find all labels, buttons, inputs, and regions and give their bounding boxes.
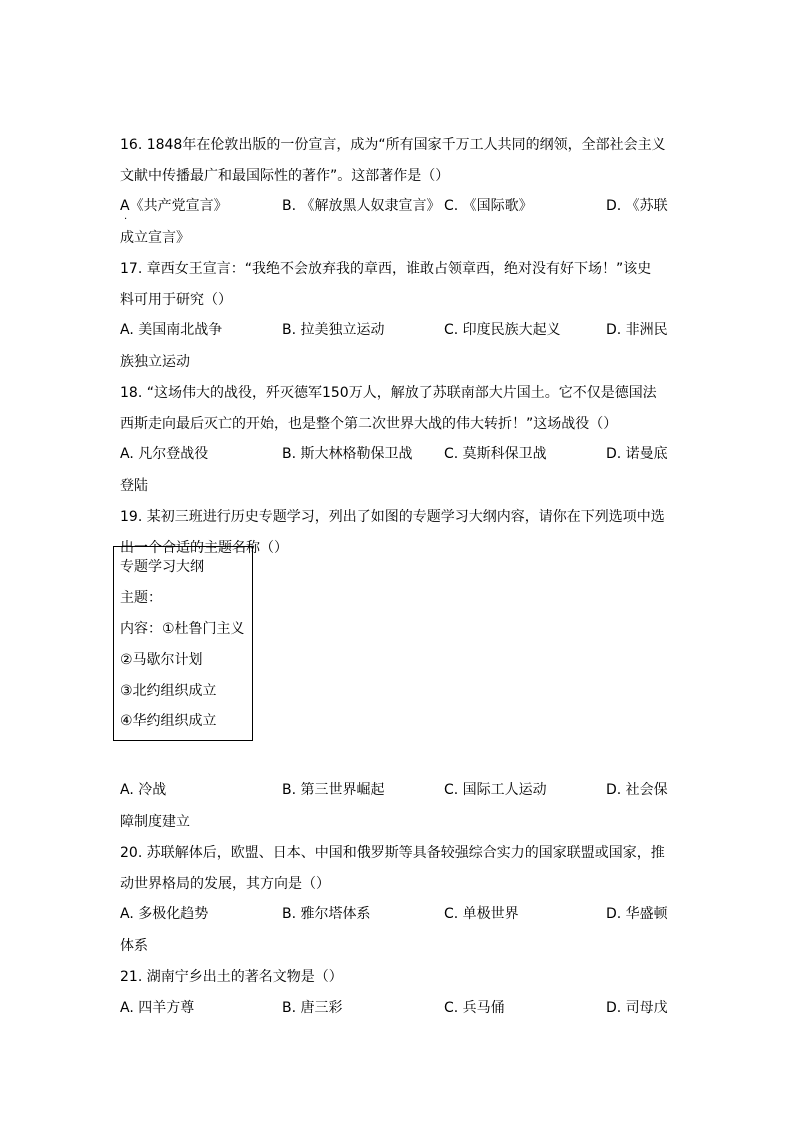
q19-stem-line-2: 出一个合适的主题名称（） — [120, 540, 288, 556]
q18-options — [120, 444, 672, 464]
q16-options — [120, 196, 672, 225]
outline-content-1: 内容：①杜鲁门主义 — [120, 621, 245, 637]
q18-option-c[interactable]: C. 莫斯科保卫战 — [444, 446, 547, 462]
q16-option-a[interactable]: A《共产党宣言》 — [120, 198, 228, 214]
q21-option-c[interactable]: C. 兵马俑 — [444, 1000, 505, 1016]
q17-stem-line-2: 料可用于研究（） — [120, 292, 232, 308]
study-outline-box — [113, 546, 253, 741]
q19-option-a[interactable]: A. 冷战 — [120, 782, 167, 798]
outline-title: 专题学习大纲 — [120, 559, 204, 575]
q17-stem-line-1: 17. 章西女王宣言：“我绝不会放弃我的章西，谁敢占领章西，绝对没有好下场！”该史 — [120, 261, 652, 277]
q16-option-d-continuation: 成立宣言》 — [120, 230, 190, 246]
q19-option-d-continuation: 障制度建立 — [120, 814, 190, 830]
q21-options — [120, 998, 672, 1018]
q17-options — [120, 320, 672, 340]
q21-stem-line-1: 21. 湖南宁乡出土的著名文物是（） — [120, 969, 343, 985]
q18-option-a[interactable]: A. 凡尔登战役 — [120, 446, 209, 462]
q19-option-b[interactable]: B. 第三世界崛起 — [282, 782, 385, 798]
q18-option-b[interactable]: B. 斯大林格勒保卫战 — [282, 446, 413, 462]
q20-option-a[interactable]: A. 多极化趋势 — [120, 906, 209, 922]
outline-content-3: ③北约组织成立 — [120, 683, 217, 699]
q16-option-c[interactable]: C. 《国际歌》 — [444, 198, 533, 214]
q20-options — [120, 904, 672, 924]
q17-option-c[interactable]: C. 印度民族大起义 — [444, 322, 561, 338]
q21-option-d[interactable]: D. 司母戊 — [606, 1000, 668, 1016]
q16-stem-line-1: 16. 1848年在伦敦出版的一份宣言，成为“所有国家千万工人共同的纲领，全部社会主义 — [120, 137, 666, 153]
q16-option-d[interactable]: D. 《苏联 — [606, 198, 668, 214]
q16-option-b[interactable]: B. 《解放黑人奴隶宣言》 — [282, 198, 441, 214]
q17-option-d[interactable]: D. 非洲民 — [606, 322, 668, 338]
q20-stem-line-2: 动世界格局的发展，其方向是（） — [120, 876, 330, 892]
q20-stem-line-1: 20. 苏联解体后，欧盟、日本、中国和俄罗斯等具备较强综合实力的国家联盟或国家，推 — [120, 845, 665, 861]
q19-stem-line-1: 19. 某初三班进行历史专题学习，列出了如图的专题学习大纲内容，请你在下列选项中选 — [120, 509, 665, 525]
q17-option-d-continuation: 族独立运动 — [120, 354, 190, 370]
q17-option-b[interactable]: B. 拉美独立运动 — [282, 322, 385, 338]
q19-options — [120, 780, 672, 800]
outline-content-4: ④华约组织成立 — [120, 713, 217, 729]
q20-option-c[interactable]: C. 单极世界 — [444, 906, 519, 922]
q21-option-a[interactable]: A. 四羊方尊 — [120, 1000, 195, 1016]
q21-option-b[interactable]: B. 唐三彩 — [282, 1000, 343, 1016]
q17-option-a[interactable]: A. 美国南北战争 — [120, 322, 223, 338]
q18-option-d-continuation: 登陆 — [120, 478, 148, 494]
q19-option-c[interactable]: C. 国际工人运动 — [444, 782, 547, 798]
q18-option-d[interactable]: D. 诺曼底 — [606, 446, 668, 462]
q18-stem-line-1: 18. “这场伟大的战役，歼灭德军150万人，解放了苏联南部大片国土。它不仅是德国法 — [120, 385, 657, 401]
q16-stem-line-2: 文献中传播最广和最国际性的著作”。这部著作是（） — [120, 168, 450, 184]
q20-option-d[interactable]: D. 华盛顿 — [606, 906, 668, 922]
q20-option-d-continuation: 体系 — [120, 938, 148, 954]
outline-content-2: ②马歇尔计划 — [120, 652, 203, 668]
q19-option-d[interactable]: D. 社会保 — [606, 782, 668, 798]
outline-topic: 主题： — [120, 590, 162, 606]
emphasis-dot: · — [124, 214, 128, 225]
q18-stem-line-2: 西斯走向最后灭亡的开始，也是整个第二次世界大战的伟大转折！”这场战役（） — [120, 416, 618, 432]
q20-option-b[interactable]: B. 雅尔塔体系 — [282, 906, 371, 922]
